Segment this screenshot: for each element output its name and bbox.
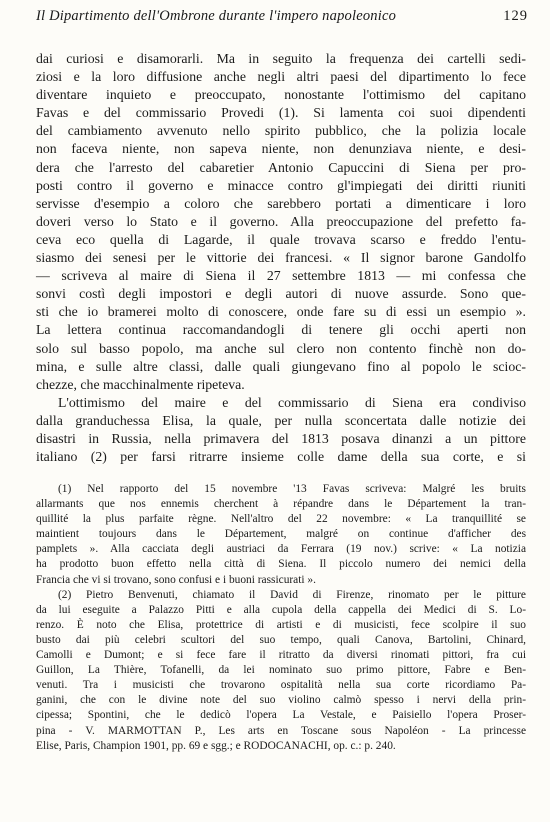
text-line: doveri verso lo Stato e il governo. Alla preoccupazione del prefetto fa- — [36, 213, 526, 229]
footnote-1 — [36, 482, 526, 588]
text-line: sonvi costì degli impostori e degli autori di nuove assurde. Sono que- — [36, 286, 526, 302]
main-text — [36, 50, 526, 466]
footnote-line: da lui eseguite a Palazzo Pitti e alla cupola della cappella dei Medici di S. Lo- — [36, 603, 526, 616]
text-line: diventare inquieto e preoccupato, nonostante l'ottimismo del capitano — [36, 87, 526, 103]
footnote-line: venuti. Tra i musicisti che trovarono ospitalità nella sua corte ricordiamo Pa- — [36, 679, 526, 692]
text-line: solo sul basso popolo, ma anche sul clero non contento finchè non do- — [36, 340, 526, 356]
text-line: mina, e sulle altre classi, dalle quali giungevano fino al popolo le scioc- — [36, 358, 526, 374]
footnote-2 — [36, 588, 526, 754]
footnotes — [36, 482, 526, 754]
footnote-line: busto dai più celebri scultori del suo tempo, quali Canova, Bartolini, Chinard, — [36, 633, 526, 646]
running-head: Il Dipartimento dell'Ombrone durante l'impero napoleonico — [36, 8, 397, 24]
footnote-line: quillité la plus parfaite règne. Nell'altro del 22 novembre: « La tranquillité se — [36, 513, 526, 526]
text-line: disastri in Russia, nella primavera del 1813 posava dinanzi a un pittore — [36, 430, 526, 446]
text-line: dalla granduchessa Elisa, la quale, per nulla sconcertata dalle notizie dei — [36, 412, 526, 428]
text-line: dera che l'arresto del cabaretier Antonio Capuccini di Siena per pro- — [36, 159, 526, 175]
text-line: sti che io bramerei molto di conoscere, onde fare su di essi un esempio ». — [36, 304, 526, 320]
page-header — [36, 8, 528, 30]
text-line: La lettera continua raccomandandogli di tenere gli occhi aperti non — [36, 322, 526, 338]
footnote-line: pina - V. MARMOTTAN P., Les arts en Toscane sous Napoléon - La princesse — [36, 724, 526, 737]
text-line: servisse d'esempio a coloro che sarebbero portati a dimenticare i loro — [36, 195, 526, 211]
paragraph-1 — [36, 50, 526, 394]
text-line: italiano (2) per farsi ritrarre insieme colle dame della sua corte, e si — [36, 449, 526, 465]
text-line: siasmo dei senesi per le vittorie dei francesi. « Il signor barone Gandolfo — [36, 250, 526, 266]
footnote-line: renzo. È noto che Elisa, protettrice di artisti e di musicisti, fece scolpire il suo — [36, 618, 526, 631]
page-number: 129 — [503, 8, 528, 24]
footnote-line: (2) Pietro Benvenuti, chiamato il David di Firenze, rinomato per le pitture — [58, 588, 526, 601]
footnote-line: allarmants que nos ennemis cherchent à répandre dans le Département la tran- — [36, 498, 526, 511]
footnote-line: pamplets ». Alla cacciata degli austriaci da Ferrara (19 nov.) scrive: « La notizia — [36, 543, 526, 556]
footnote-line: Francia che vi si trovano, sono confusi e i buoni rassicurati ». — [36, 573, 316, 586]
text-line: — scriveva al maire di Siena il 27 settembre 1813 — mi confessa che — [36, 268, 526, 284]
text-line: posti contro il governo e minacce contro gl'impiegati dei diritti riuniti — [36, 177, 526, 193]
footnote-line: (1) Nel rapporto del 15 novembre '13 Favas scriveva: Malgré les bruits — [58, 483, 526, 495]
footnote-line: Camolli e Dumont; e si fece fare il ritratto da diversi rinomati pittori, fra cui — [36, 649, 526, 662]
footnote-line: ha prodotto buon effetto nella città di Siena. Il piccolo numero dei nemici della — [36, 558, 526, 571]
text-line: chezze, che macchinalmente ripeteva. — [36, 376, 245, 392]
footnote-line: Guillon, La Thière, Tofanelli, da lei nominato suo primo pittore, Fabre e Ben- — [36, 664, 526, 677]
text-line: ceva eco quella di Lagarde, il quale trovava scarso e freddo l'entu- — [36, 231, 526, 247]
paragraph-2 — [36, 394, 526, 466]
footnote-line: cipessa; Spontini, che le dedicò l'opera La Vestale, e Paisiello l'opera Proser- — [36, 709, 526, 722]
text-line: L'ottimismo del maire e del commissario di Siena era condiviso — [58, 394, 526, 410]
footnote-line: maintient toujours dans le Département, malgré on continue d'afficher des — [36, 528, 526, 541]
text-line: del cambiamento avvenuto nello spirito pubblico, che la polizia locale — [36, 123, 526, 139]
text-line: ziosi e la loro diffusione anche negli altri paesi del dipartimento lo fece — [36, 69, 526, 85]
text-line: Favas e del commissario Provedi (1). Si lamenta coi suoi dipendenti — [36, 105, 526, 121]
footnote-line: ganini, che con le divine note del suo violino calmò spesso i nervi della prin- — [36, 694, 526, 707]
text-line: non faceva niente, non sapeva niente, non denunziava niente, e desi- — [36, 141, 526, 157]
text-line: dai curiosi e disamorarli. Ma in seguito la frequenza dei cartelli sedi- — [36, 51, 526, 66]
footnote-line: Elise, Paris, Champion 1901, pp. 69 e sgg.; e RODOCANACHI, op. c.: p. 240. — [36, 739, 396, 752]
